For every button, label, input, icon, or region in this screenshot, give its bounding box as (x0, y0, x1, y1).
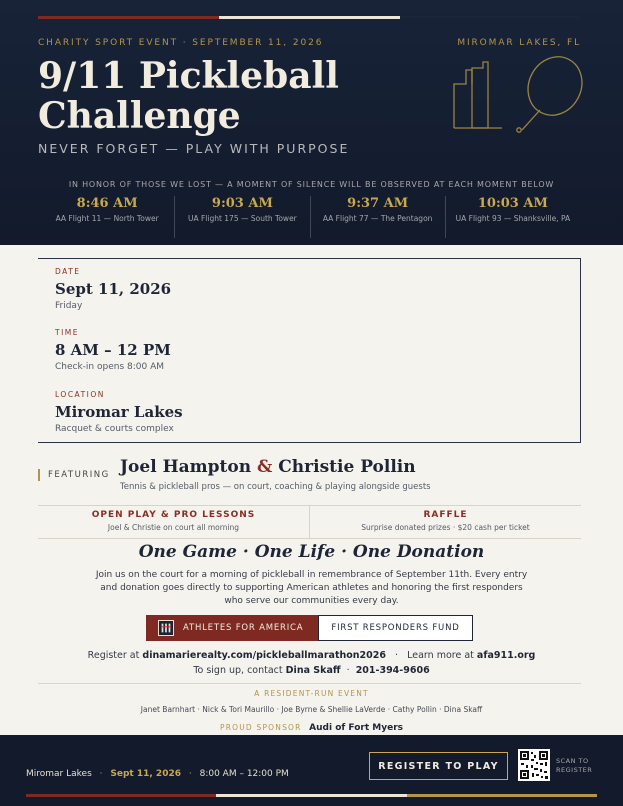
register-link[interactable]: dinamarierealty.com/pickleballmarathon2026 (142, 650, 386, 661)
offer-heading: RAFFLE (423, 510, 468, 520)
featuring-section (38, 457, 581, 497)
scan-text (556, 757, 592, 775)
date-detail (55, 267, 171, 311)
location-detail (55, 390, 183, 434)
register-line (0, 650, 623, 661)
time-detail (55, 328, 171, 372)
afa-label: ATHLETES FOR AMERICA (183, 623, 304, 633)
sponsor-name: Audi of Fort Myers (309, 723, 403, 733)
time-sub: Check-in opens 8:00 AM (55, 362, 165, 372)
towers-racket-icon (450, 48, 585, 133)
time-label: TIME (55, 328, 80, 337)
footer-date: Sept 11, 2026 (110, 769, 181, 779)
featuring-label: FEATURING (48, 470, 110, 480)
event-details-panel (38, 258, 581, 443)
afa-badge (146, 615, 318, 641)
time-value: 8 AM – 12 PM (55, 341, 171, 359)
footer-place: Miromar Lakes (26, 769, 92, 779)
moment-item (446, 196, 580, 238)
moment-time: 9:37 AM (347, 196, 409, 211)
offer-item (309, 506, 581, 538)
tagline: One Game · One Life · One Donation (138, 542, 485, 562)
moment-item (175, 196, 310, 238)
resident-names: Janet Barnhart · Nick & Tori Maurillo · Joe Byrne & Shellie LaVerde · Cathy Pollin · Dina Skaff (140, 705, 483, 714)
footer-time: 8:00 AM – 12:00 PM (199, 769, 289, 779)
top-color-bar (38, 16, 581, 19)
featured-name-1: Joel Hampton (120, 457, 252, 477)
subtitle: NEVER FORGET — PLAY WITH PURPOSE (38, 141, 350, 156)
page-title (38, 56, 339, 136)
frf-label: FIRST RESPONDERS FUND (331, 623, 460, 633)
scan-line-2: REGISTER (556, 766, 593, 774)
featuring-sub: Tennis & pickleball pros — on court, coaching & playing alongside guests (120, 482, 431, 492)
title-line-2: Challenge (38, 95, 241, 137)
moment-time: 10:03 AM (477, 196, 548, 211)
moment-time: 9:03 AM (211, 196, 273, 211)
register-button[interactable]: REGISTER TO PLAY (369, 752, 508, 780)
title-line-1: 9/11 Pickleball (38, 55, 339, 97)
contact-prefix: To sign up, contact (193, 665, 283, 676)
offers-row (38, 505, 581, 539)
learn-more-link[interactable]: afa911.org (476, 650, 536, 661)
honor-text: IN HONOR OF THOSE WE LOST — A MOMENT OF SILENCE WILL BE OBSERVED AT EACH MOMENT BELOW (68, 180, 555, 189)
bottom-color-bar (26, 794, 597, 797)
afa-logo-icon (158, 620, 174, 636)
contact-line (0, 665, 623, 676)
organizations-row (146, 615, 473, 641)
offer-sub: Joel & Christie on court all morning (107, 523, 240, 532)
location-eyebrow: MIROMAR LAKES, FL (457, 38, 581, 48)
qr-code-icon[interactable] (518, 749, 550, 781)
sponsor-line (0, 723, 623, 733)
description-text: Join us on the court for a morning of pickleball in remembrance of September 11th. Every entry and donation goes directly to supporting American athletes and honoring the first responders who serve our communities every day. (95, 570, 528, 606)
location-label: LOCATION (55, 390, 105, 399)
frf-badge (318, 615, 473, 641)
moments-row (40, 196, 580, 238)
moment-item (311, 196, 446, 238)
date-label: DATE (55, 267, 81, 276)
separator: · (188, 769, 192, 779)
event-eyebrow: CHARITY SPORT EVENT · SEPTEMBER 11, 2026 (38, 38, 324, 48)
footer (0, 735, 623, 806)
separator: · (395, 650, 399, 661)
contact-name: Dina Skaff (285, 665, 341, 676)
offer-heading: OPEN PLAY & PRO LESSONS (91, 510, 256, 520)
offer-sub: Surprise donated prizes · $20 cash per ticket (361, 523, 530, 532)
divider (38, 683, 581, 684)
moment-desc: AA Flight 77 — The Pentagon (322, 214, 433, 223)
learn-prefix: Learn more at (407, 650, 474, 661)
sponsor-label: PROUD SPONSOR (220, 723, 302, 732)
featured-name-2: Christie Pollin (278, 457, 416, 477)
featured-names (120, 457, 416, 477)
moment-time: 8:46 AM (76, 196, 138, 211)
moment-desc: UA Flight 175 — South Tower (187, 214, 297, 223)
footer-info (26, 769, 289, 779)
scan-line-1: SCAN TO (556, 757, 589, 765)
hero-banner (0, 0, 623, 245)
moment-desc: AA Flight 11 — North Tower (55, 214, 159, 223)
separator: · (346, 665, 350, 676)
moment-item (40, 196, 175, 238)
contact-phone[interactable]: 201-394-9606 (355, 665, 430, 676)
location-value: Miromar Lakes (55, 403, 183, 421)
ampersand: & (257, 457, 273, 477)
date-sub: Friday (55, 301, 83, 311)
register-prefix: Register at (87, 650, 140, 661)
location-sub: Racquet & courts complex (55, 424, 174, 434)
date-value: Sept 11, 2026 (55, 280, 172, 298)
resident-label: A RESIDENT-RUN EVENT (254, 689, 369, 698)
moment-desc: UA Flight 93 — Shanksville, PA (455, 214, 571, 223)
separator: · (99, 769, 103, 779)
offer-item (38, 506, 309, 538)
featuring-accent-bar (38, 469, 40, 481)
